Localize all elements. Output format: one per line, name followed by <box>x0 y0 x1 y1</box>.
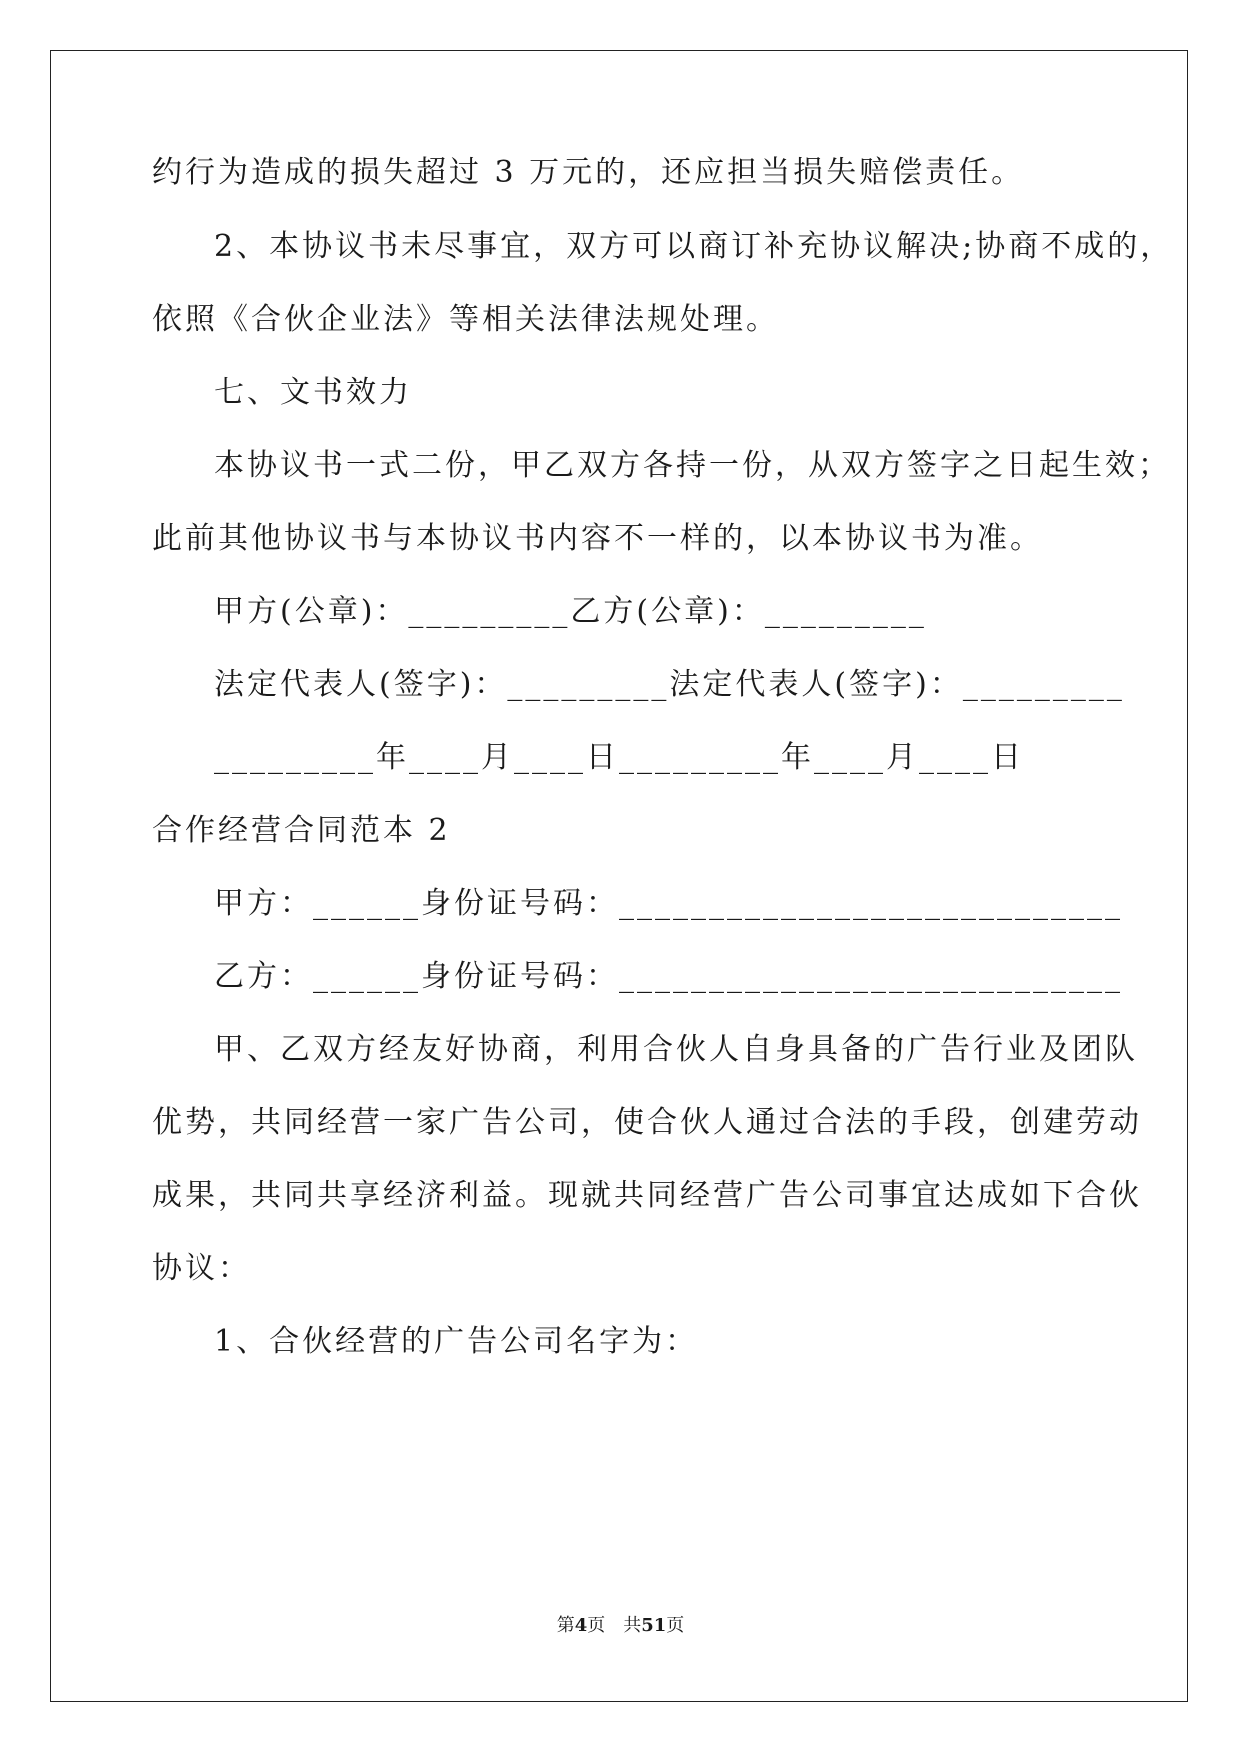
paragraph-line: 2、本协议书未尽事宜，双方可以商订补充协议解决;协商不成的， <box>214 229 1174 264</box>
paragraph-line: 协议： <box>152 1251 251 1286</box>
section-heading: 七、文书效力 <box>214 375 412 410</box>
signature-line-seal: 甲方(公章)：_________乙方(公章)：_________ <box>214 594 927 629</box>
paragraph-line: 此前其他协议书与本协议书内容不一样的，以本协议书为准。 <box>152 521 1043 556</box>
paragraph-line: 成果，共同共享经济利益。现就共同经营广告公司事宜达成如下合伙 <box>152 1178 1142 1213</box>
total-page-count: 51 <box>641 1615 667 1636</box>
paragraph-line: 约行为造成的损失超过 3 万元的，还应担当损失赔偿责任。 <box>152 155 1025 190</box>
footer-total-suffix: 页 <box>666 1615 685 1636</box>
footer-total-prefix: 共 <box>623 1615 642 1636</box>
footer-prefix: 第 <box>556 1615 575 1636</box>
paragraph-line: 本协议书一式二份，甲乙双方各持一份，从双方签字之日起生效； <box>214 448 1171 483</box>
paragraph-line: 甲、乙双方经友好协商，利用合伙人自身具备的广告行业及团队 <box>214 1032 1138 1067</box>
party-a-line: 甲方：______身份证号码：____________________________ <box>214 886 1123 921</box>
current-page-number: 4 <box>574 1615 588 1636</box>
party-b-line: 乙方：______身份证号码：____________________________ <box>214 959 1123 994</box>
signature-line-date: _________年____月____日_________年____月____日 <box>214 740 1024 775</box>
paragraph-line: 依照《合伙企业法》等相关法律法规处理。 <box>152 302 779 337</box>
page-border <box>50 50 1188 1702</box>
document-title: 合作经营合同范本 2 <box>152 813 451 848</box>
paragraph-line: 优势，共同经营一家广告公司，使合伙人通过合法的手段，创建劳动 <box>152 1105 1142 1140</box>
footer-page-suffix: 页 <box>587 1615 606 1636</box>
paragraph-line: 1、合伙经营的广告公司名字为： <box>214 1324 699 1359</box>
signature-line-representative: 法定代表人(签字)：_________法定代表人(签字)：_________ <box>214 667 1125 702</box>
page-footer <box>0 1614 1241 1638</box>
